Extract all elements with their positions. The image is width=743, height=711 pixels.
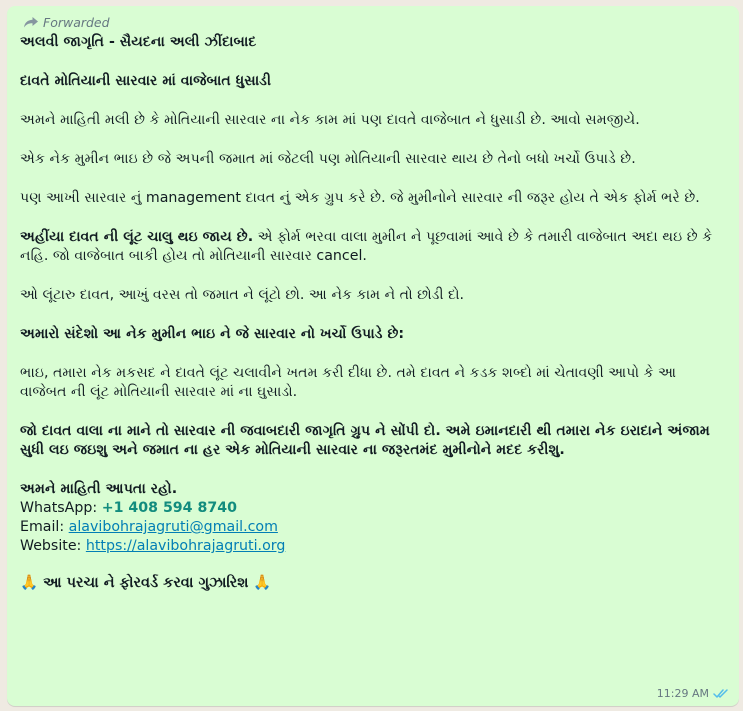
subject-line: દાવતે મોતિયાની સારવાર માં વાજેબાત ધુસાડી [20, 73, 272, 89]
message-text [20, 33, 727, 593]
folded-hands-icon: 🙏 [253, 575, 272, 591]
forwarded-indicator [23, 14, 727, 30]
forward-arrow-icon [23, 16, 39, 29]
website-line [20, 537, 727, 556]
forward-request-line [20, 574, 727, 593]
message-time: 11:29 AM [656, 687, 709, 700]
forward-request-text: આ પરચા ને ફોરવર્ડ કરવા ગુઝારિશ [38, 575, 254, 591]
paragraph-2: એક નેક મુમીન ભાઇ છે જે અપની જમાત માં જેટલી પણ મોતિયાની સારવાર થાય છે તેનો બધો ખર્ચો ઉપાડે છે. [20, 151, 636, 167]
paragraph-3: પણ આખી સારવાર નું management દાવત નું એક ગ્રુપ કરે છે. જે મુમીનોને સારવાર ની જરૂર હોય તે એક ફોર્મ ભરે છે. [20, 190, 700, 206]
website-label: Website: [20, 538, 86, 554]
website-link[interactable]: https://alavibohrajagruti.org [85, 538, 286, 554]
paragraph-4-rest: એ ફોર્મ ભરવા વાલા મુમીન ને પૂછવામાં આવે છે કે તમારી વાજેબાત અદા થઇ છે કે નહિ. જો વાજેબાત બાકી હોય તો મોતિયાની સારવાર cancel. [20, 229, 713, 264]
message-bubble[interactable] [7, 6, 739, 706]
email-link[interactable]: alavibohrajagruti@gmail.com [68, 519, 278, 535]
email-line [20, 518, 727, 537]
whatsapp-label: WhatsApp: [20, 500, 102, 516]
paragraph-5: ઓ લૂંટારુ દાવત, આખું વરસ તો જમાત ને લૂંટો છો. આ નેક કામ ને તો છોડી દો. [20, 287, 465, 303]
whatsapp-number-link[interactable]: +1 408 594 8740 [101, 500, 237, 516]
paragraph-6: અમારો સંદેશો આ નેક મુમીન ભાઇ ને જે સારવાર નો ખર્ચો ઉપાડે છે: [20, 326, 405, 342]
paragraph-8: જો દાવત વાલા ના માને તો સારવાર ની જવાબદારી જાગૃતિ ગ્રુપ ને સોંપી દો. અમે ઇમાનદારી થી તમારા નેક ઇરાદાને અંજામ સુધી લઇ જઇશુ અને જમાત ના હર એક મોતિયાની સારવાર ના જરૂરતમંદ મુમીનોને મદદ કરીશુ. [20, 423, 710, 458]
contact-heading: અમને માહિતી આપતા રહો. [20, 481, 178, 497]
whatsapp-line [20, 499, 727, 518]
header-title: અલવી જાગૃતિ - સૈયદના અલી ઝીંદાબાદ [20, 34, 257, 50]
folded-hands-icon: 🙏 [20, 575, 39, 591]
paragraph-4-bold: અહીંયા દાવત ની લૂંટ ચાલુ થઇ જાય છે. [20, 229, 254, 245]
message-meta [657, 687, 729, 700]
contact-block [20, 480, 727, 556]
paragraph-4 [20, 228, 727, 266]
paragraph-1: અમને માહિતી મલી છે કે મોતિયાની સારવાર ના નેક કામ માં પણ દાવતે વાજેબાત ને ધુસાડી છે. આવો સમજીયે. [20, 112, 640, 128]
paragraph-7: ભાઇ, તમારા નેક મકસદ ને દાવતે લૂંટ ચલાવીને ખતમ કરી દીધા છે. તમે દાવત ને કડક શબ્દો માં ચેતાવણી આપો કે આ વાજેબત ની લૂંટ મોતિયાની સારવાર માં ના ઘુસાડો. [20, 365, 677, 400]
email-label: Email: [20, 519, 69, 535]
double-check-read-icon [713, 688, 729, 699]
forwarded-label: Forwarded [43, 14, 110, 30]
